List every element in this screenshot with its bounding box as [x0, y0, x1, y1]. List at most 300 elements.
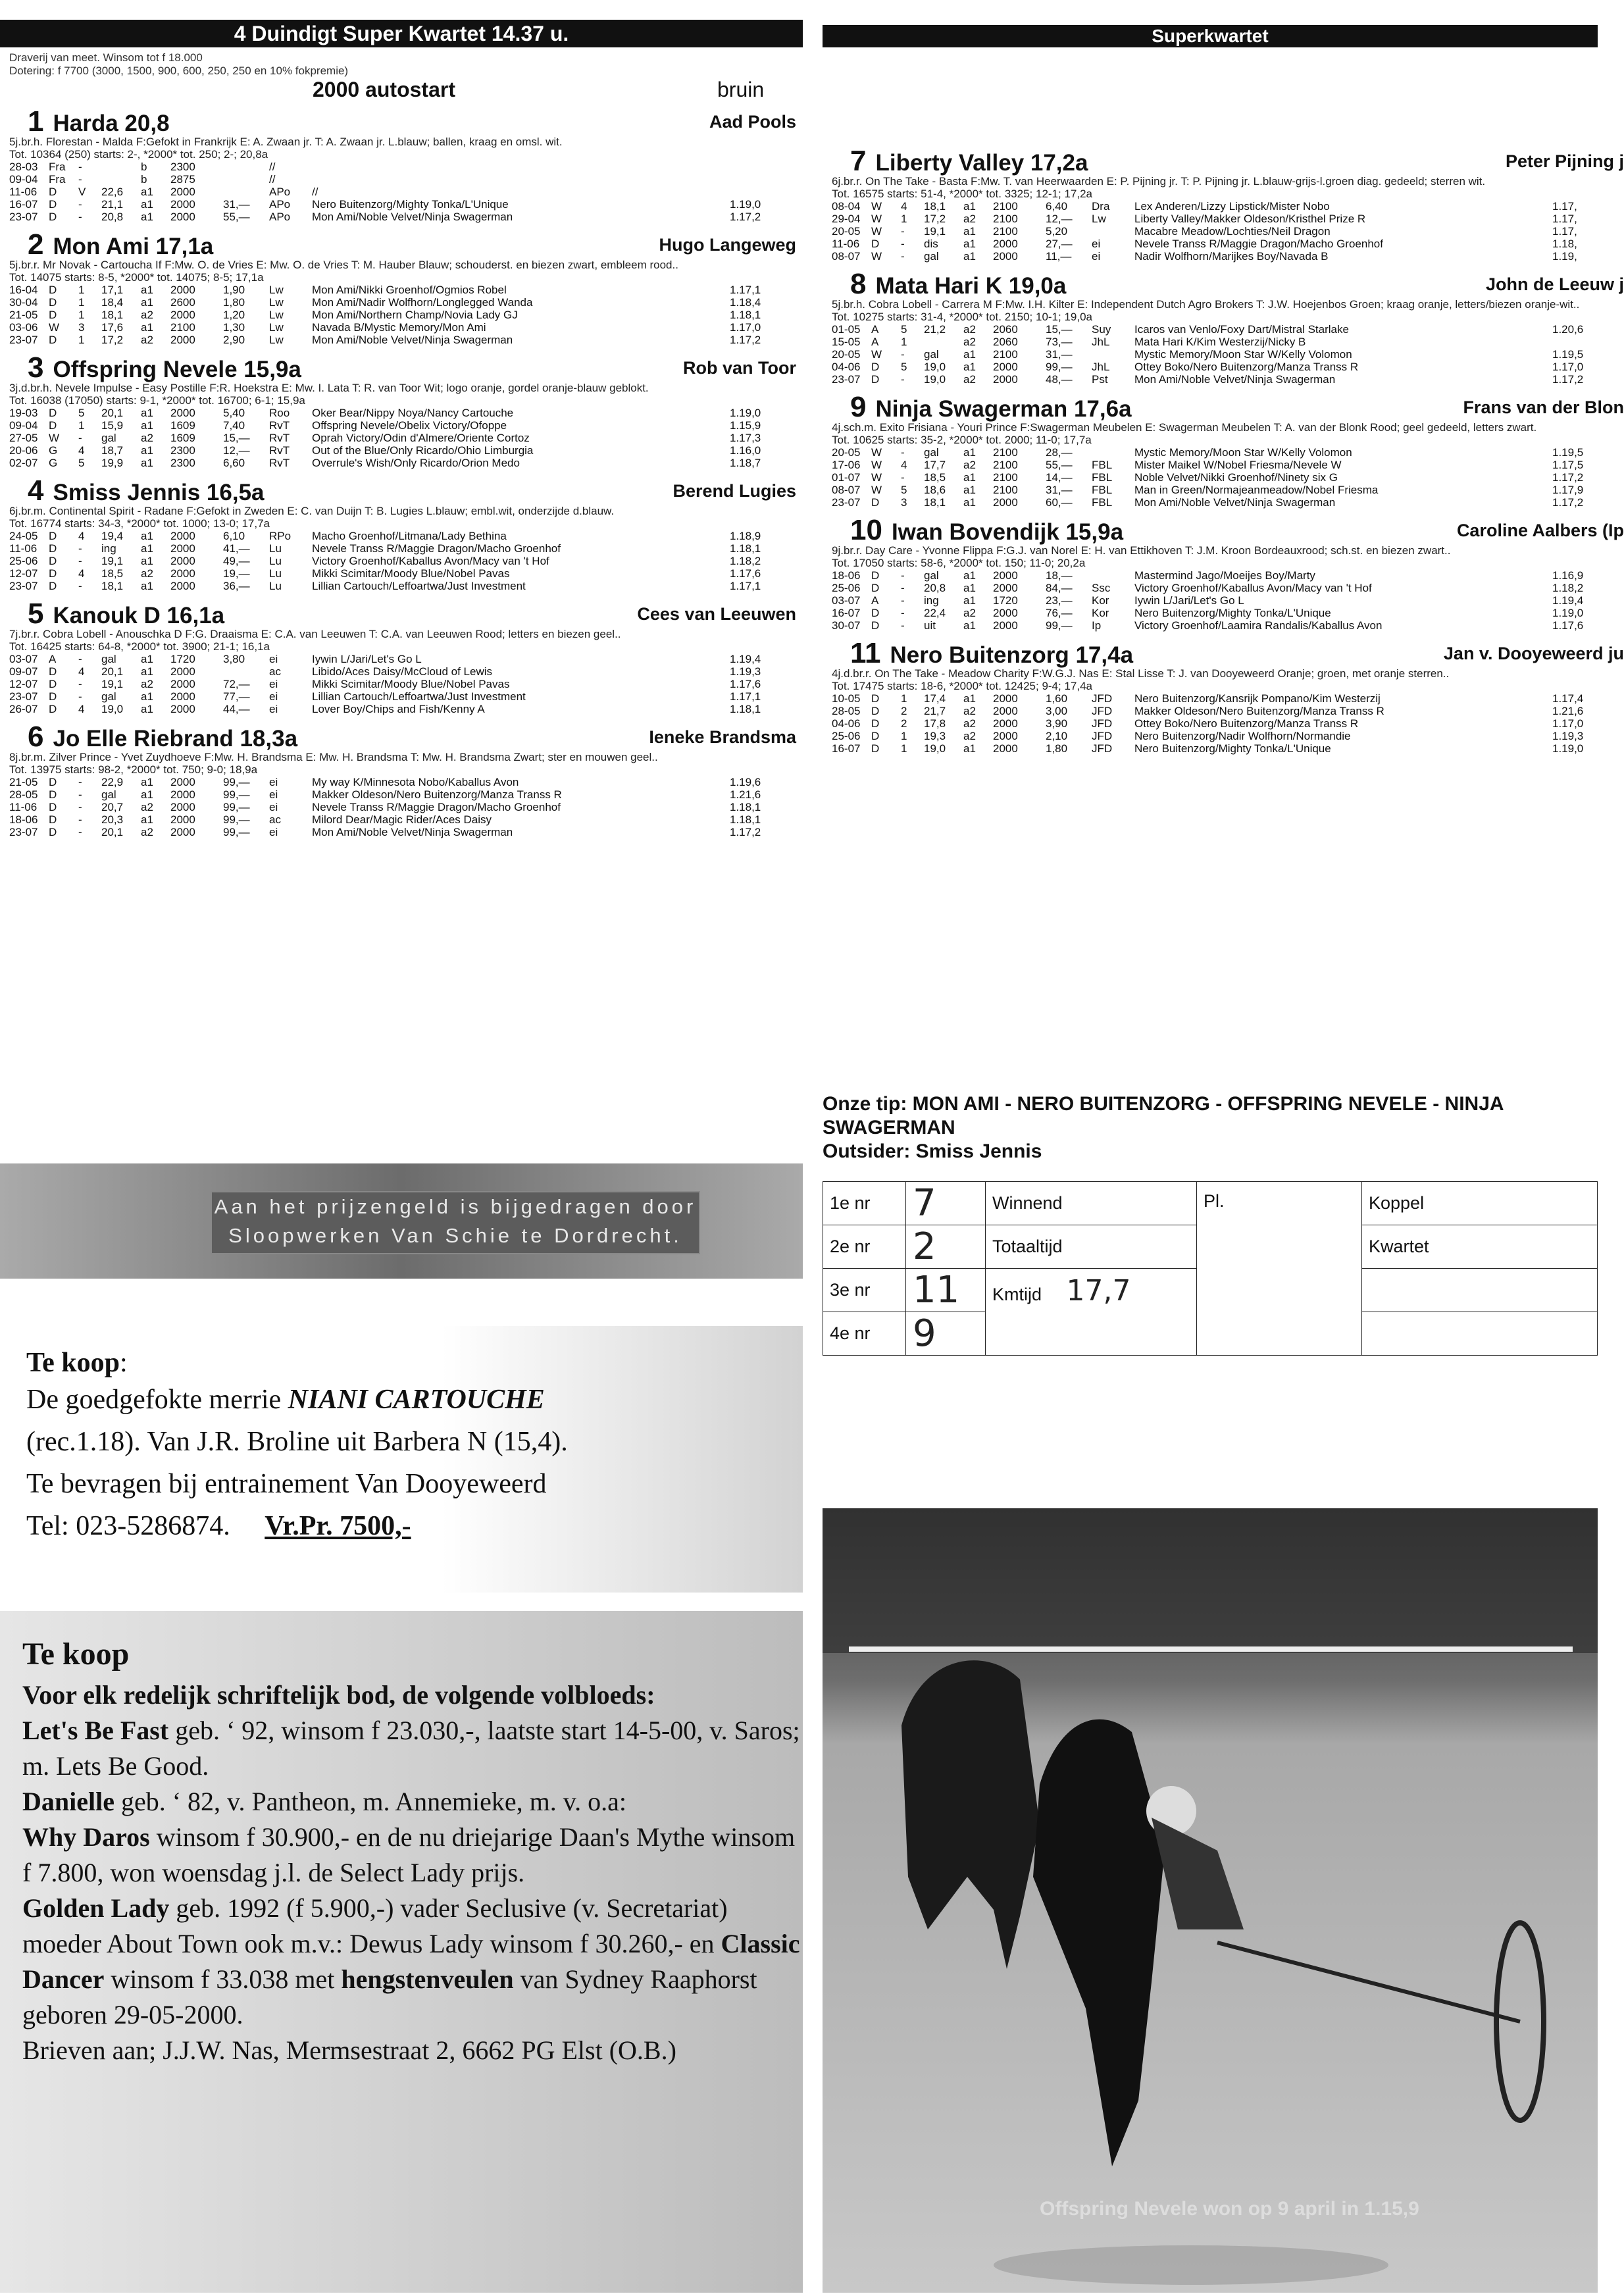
run-row: [9, 530, 803, 542]
run-w: 99,—: [1046, 361, 1073, 373]
run-tm: 1.17,2: [730, 334, 761, 346]
run-date: 17-06: [832, 459, 861, 471]
run-date: 21-05: [9, 776, 38, 788]
run-row: [9, 334, 803, 346]
program-color: bruin: [717, 78, 765, 101]
run-row: [9, 198, 803, 211]
run-race: Overrule's Wish/Only Ricardo/Orion Medo: [312, 457, 520, 469]
horse-stats: Tot. 13975 starts: 98-2, *2000* tot. 750; 9-0; 18,9a: [9, 763, 258, 776]
run-dr: ac: [269, 665, 281, 678]
run-race: Noble Velvet/Nikki Groenhof/Ninety six G: [1134, 471, 1338, 484]
ad2-item-2: [22, 1784, 803, 1820]
run-d: 2600: [170, 296, 195, 309]
ad1-price: Vr.Pr. 7500,-: [265, 1511, 411, 1541]
run-w: 49,—: [223, 555, 250, 567]
run-dr: JFD: [1092, 705, 1113, 717]
run-d: 2000: [993, 361, 1018, 373]
run-c: D: [49, 407, 57, 419]
run-tm: 1.17,0: [730, 321, 761, 334]
run-s: a2: [141, 826, 153, 838]
run-tm: 1.21,6: [1552, 705, 1584, 717]
run-dr: APo: [269, 186, 291, 198]
horse-header: [823, 636, 1624, 669]
ad1-line-3: Te bevragen bij entrainement Van Dooyeweerd: [26, 1469, 547, 1499]
run-d: 2060: [993, 323, 1018, 336]
right-spacer: [823, 47, 1598, 143]
run-row: [832, 250, 1598, 263]
run-c: D: [49, 690, 57, 703]
horse-number: 2: [28, 228, 44, 261]
run-s: a1: [141, 813, 153, 826]
run-date: 11-06: [9, 186, 38, 198]
horse-driver: Aad Pools: [709, 112, 796, 132]
run-race: Mon Ami/Noble Velvet/Ninja Swagerman: [1134, 373, 1336, 386]
run-race: Nevele Transs R/Maggie Dragon/Macho Groenhof: [1134, 238, 1383, 250]
run-s: a1: [963, 742, 976, 755]
run-row: [832, 730, 1598, 742]
run-row: [832, 213, 1598, 225]
run-race: Lillian Cartouch/Leffoartwa/Just Investment: [312, 580, 526, 592]
run-w: 12,—: [1046, 213, 1073, 225]
run-row: [832, 238, 1598, 250]
ad2-address: Brieven aan; J.J.W. Nas, Mermsestraat 2, 6662 PG Elst (O.B.): [22, 2035, 676, 2065]
horse-header: [823, 390, 1624, 423]
run-row: [832, 446, 1598, 459]
run-c: W: [871, 459, 882, 471]
run-w: 99,—: [223, 788, 250, 801]
run-row: [9, 665, 803, 678]
run-w: 31,—: [1046, 348, 1073, 361]
run-s: a1: [141, 703, 153, 715]
horse-entry: [823, 267, 1624, 386]
run-tm: 1.17,6: [730, 567, 761, 580]
run-t: uit: [924, 619, 936, 632]
run-t: 22,4: [924, 607, 946, 619]
horse-entry: [0, 596, 803, 715]
run-race: My way K/Minnesota Nobo/Kaballus Avon: [312, 776, 519, 788]
run-date: 08-07: [832, 250, 861, 263]
run-w: 1,90: [223, 284, 245, 296]
run-dr: RvT: [269, 419, 290, 432]
run-race: //: [312, 186, 318, 198]
run-s: a2: [963, 459, 976, 471]
run-s: a1: [963, 225, 976, 238]
run-s: a2: [141, 334, 153, 346]
run-dr: FBL: [1092, 496, 1113, 509]
run-dr: ei: [269, 690, 278, 703]
run-w: 1,60: [1046, 692, 1068, 705]
run-w: 1,20: [223, 309, 245, 321]
run-tm: 1.20,6: [1552, 323, 1584, 336]
run-race: Makker Oldeson/Nero Buitenzorg/Manza Transs R: [312, 788, 562, 801]
horse-entry: [0, 104, 803, 223]
run-tm: 1.17,2: [1552, 373, 1584, 386]
run-s: a1: [141, 296, 153, 309]
photo-caption: Offspring Nevele won op 9 april in 1.15,9: [1040, 2198, 1419, 2220]
horse-name: [850, 514, 1123, 547]
run-tm: 1.18,2: [1552, 582, 1584, 594]
run-c: D: [49, 801, 57, 813]
tip-line: Onze tip: MON AMI - NERO BUITENZORG - OFFSPRING NEVELE - NINJA SWAGERMAN: [823, 1093, 1504, 1138]
run-w: 2,10: [1046, 730, 1068, 742]
horse-name: [28, 228, 213, 261]
run-date: 23-07: [9, 334, 38, 346]
run-row: [9, 542, 803, 555]
run-w: 18,—: [1046, 569, 1073, 582]
run-s: a1: [141, 580, 153, 592]
run-race: Mastermind Jago/Moeijes Boy/Marty: [1134, 569, 1315, 582]
run-tm: 1.19,0: [1552, 607, 1584, 619]
run-row: [9, 211, 803, 223]
horse-stats: Tot. 17050 starts: 58-6, *2000* tot. 150; 11-0; 20,2a: [832, 557, 1086, 569]
run-s: a2: [141, 567, 153, 580]
run-s: a2: [963, 717, 976, 730]
run-w: 3,00: [1046, 705, 1068, 717]
run-d: 1609: [170, 432, 195, 444]
run-w: 44,—: [223, 703, 250, 715]
run-row: [9, 653, 803, 665]
run-row: [832, 484, 1598, 496]
horse-number: 4: [28, 474, 44, 507]
horse-pedigree: 4j.d.br.r. On The Take - Meadow Charity F:W.G.J. Nas E: Stal Lisse T: J. van Dooyeweerd Oranje; groen, met oranje sterren..: [832, 667, 1450, 680]
run-dr: JFD: [1092, 742, 1113, 755]
run-c: D: [49, 555, 57, 567]
horse-header: [0, 104, 803, 136]
run-c: W: [871, 250, 882, 263]
run-t: 20,7: [101, 801, 124, 813]
horse-entry: [823, 390, 1624, 509]
run-tm: 1.19,0: [730, 407, 761, 419]
run-s: b: [141, 173, 147, 186]
run-p: 1: [78, 334, 85, 346]
run-p: 5: [78, 407, 85, 419]
run-date: 18-06: [9, 813, 38, 826]
run-p: -: [901, 471, 905, 484]
run-c: W: [871, 446, 882, 459]
run-s: a1: [963, 238, 976, 250]
run-dr: ei: [269, 703, 278, 715]
run-tm: 1.17,0: [1552, 717, 1584, 730]
run-p: 4: [901, 200, 907, 213]
run-tm: 1.18,9: [730, 530, 761, 542]
ad2-item-3: [22, 1820, 803, 1891]
ad2-item-1-text: geb. ‘ 92, winsom f 23.030,-, laatste start 14-5-00, v. Saros; m. Lets Be Good.: [22, 1716, 800, 1781]
run-tm: 1.19,5: [1552, 348, 1584, 361]
horse-number: 1: [28, 105, 44, 138]
run-race: Ottey Boko/Nero Buitenzorg/Manza Transs R: [1134, 361, 1359, 373]
run-w: 14,—: [1046, 471, 1073, 484]
run-c: A: [871, 594, 879, 607]
run-w: 72,—: [223, 678, 250, 690]
run-dr: Lw: [269, 334, 284, 346]
run-w: 48,—: [1046, 373, 1073, 386]
run-s: a2: [963, 336, 976, 348]
horse-list-right: [823, 143, 1624, 755]
run-date: 23-07: [9, 580, 38, 592]
run-date: 16-07: [832, 607, 861, 619]
run-dr: Ip: [1092, 619, 1102, 632]
run-row: [832, 496, 1598, 509]
grid-kmtijd: Kmtijd: [992, 1285, 1042, 1304]
ad2-item-2-name: Danielle: [22, 1787, 114, 1816]
run-d: 2000: [993, 717, 1018, 730]
run-dr: ei: [269, 826, 278, 838]
ad2-subheading: Voor elk redelijk schriftelijk bod, de volgende volbloeds:: [22, 1680, 655, 1710]
run-date: 11-06: [9, 801, 38, 813]
run-date: 10-05: [832, 692, 861, 705]
run-dr: RvT: [269, 432, 290, 444]
run-c: D: [49, 211, 57, 223]
run-date: 04-06: [832, 361, 861, 373]
run-t: 15,9: [101, 419, 124, 432]
run-p: -: [78, 173, 82, 186]
run-t: 19,0: [924, 373, 946, 386]
run-tm: 1.18,1: [730, 703, 761, 715]
run-race: Man in Green/Normajeanmeadow/Nobel Friesma: [1134, 484, 1379, 496]
run-race: Mystic Memory/Moon Star W/Kelly Volomon: [1134, 446, 1352, 459]
run-s: a1: [141, 530, 153, 542]
run-t: 17,2: [101, 334, 124, 346]
run-race: Mikki Scimitar/Moody Blue/Nobel Pavas: [312, 678, 510, 690]
run-d: 2000: [170, 542, 195, 555]
run-date: 11-06: [832, 238, 860, 250]
run-dr: Suy: [1092, 323, 1111, 336]
horse-runs: [832, 446, 1598, 509]
run-p: -: [901, 446, 905, 459]
run-tm: 1.17,2: [1552, 496, 1584, 509]
run-row: [9, 567, 803, 580]
run-race: Oprah Victory/Odin d'Almere/Oriente Cortoz: [312, 432, 530, 444]
horse-entry: [823, 636, 1624, 755]
horse-header: [823, 267, 1624, 300]
run-dr: ac: [269, 813, 281, 826]
run-dr: Lw: [269, 296, 284, 309]
grid-hand-2: 2: [906, 1225, 986, 1269]
horse-pedigree: 6j.br.r. On The Take - Basta F:Mw. T. van Heerwaarden E: P. Pijning jr. T: P. Pijning jr. L.blauw-grijs-l.groen diag. gedeeld; sterren wit.: [832, 175, 1486, 188]
horse-number: 5: [28, 598, 44, 630]
run-c: D: [49, 296, 57, 309]
run-date: 23-07: [9, 690, 38, 703]
grid-hand-3: 11: [906, 1269, 986, 1312]
ad2-item-1-name: Let's Be Fast: [22, 1716, 169, 1745]
run-t: ing: [924, 594, 939, 607]
run-t: 19,1: [101, 555, 124, 567]
run-s: a2: [141, 309, 153, 321]
run-p: -: [78, 211, 82, 223]
for-sale-ad-2: [0, 1611, 803, 2293]
horse-driver: Caroline Aalbers (Ip: [1456, 521, 1624, 540]
run-tm: 1.18,2: [730, 555, 761, 567]
run-row: [832, 582, 1598, 594]
run-p: -: [901, 582, 905, 594]
run-race: Mon Ami/Noble Velvet/Ninja Swagerman: [312, 826, 513, 838]
run-p: -: [78, 776, 82, 788]
horse-number: 3: [28, 351, 44, 384]
run-s: a1: [963, 619, 976, 632]
horse-runs: [832, 692, 1598, 755]
run-p: -: [78, 690, 82, 703]
run-d: 2000: [993, 569, 1018, 582]
run-c: W: [49, 432, 60, 444]
run-d: 1609: [170, 419, 195, 432]
run-w: 5,40: [223, 407, 245, 419]
grid-row-label-4: 4e nr: [823, 1312, 906, 1356]
run-c: D: [49, 542, 57, 555]
run-s: a2: [963, 705, 976, 717]
horse-number: 10: [850, 514, 882, 546]
run-d: 2000: [993, 692, 1018, 705]
run-p: 1: [78, 284, 85, 296]
run-d: 2000: [170, 309, 195, 321]
run-tm: 1.17,2: [1552, 471, 1584, 484]
run-c: W: [871, 471, 882, 484]
run-race: Lover Boy/Chips and Fish/Kenny A: [312, 703, 485, 715]
horse-pedigree: 6j.br.m. Continental Spirit - Radane F:Gefokt in Zweden E: C. van Duijn T: B. Lugies L.blauw; embl.wit, onderzijde d.blauw.: [9, 505, 615, 517]
run-s: a1: [141, 321, 153, 334]
run-date: 02-07: [9, 457, 38, 469]
run-p: 2: [901, 705, 907, 717]
run-race: Nero Buitenzorg/Nadir Wolfhorn/Normandie: [1134, 730, 1351, 742]
run-d: 2000: [993, 730, 1018, 742]
run-s: a1: [141, 653, 153, 665]
run-s: a1: [963, 348, 976, 361]
ad1-heading: [26, 1347, 803, 1379]
grid-kmtijd-cell: [986, 1269, 1197, 1356]
run-p: -: [78, 198, 82, 211]
run-row: [832, 373, 1598, 386]
run-t: 17,7: [924, 459, 946, 471]
horse-stats: Tot. 14075 starts: 8-5, *2000* tot. 14075; 8-5; 17,1a: [9, 271, 264, 284]
start-type: 2000 autostart: [313, 78, 455, 101]
run-race: Mon Ami/Noble Velvet/Ninja Swagerman: [312, 211, 513, 223]
ad2-item-4-name: Golden Lady: [22, 1893, 170, 1923]
horse-stats: Tot. 17475 starts: 18-6, *2000* tot. 12425; 9-4; 17,4a: [832, 680, 1092, 692]
run-race: Mikki Scimitar/Moody Blue/Nobel Pavas: [312, 567, 510, 580]
run-tm: 1.17,1: [730, 284, 761, 296]
run-tm: 1.18,1: [730, 801, 761, 813]
horse-pedigree: 9j.br.r. Day Care - Yvonne Flippa F:G.J. van Norel E: H. van Ettikhoven T: J.M. Kroon Bordeauxrood; sch.st. en biezen zwart..: [832, 544, 1451, 557]
run-row: [9, 407, 803, 419]
ad2-item-3-text: winsom f 30.900,- en de nu driejarige Daan's Mythe winsom f 7.800, won woensdag j.l. de Select Lady prijs.: [22, 1822, 796, 1887]
run-p: -: [901, 569, 905, 582]
run-row: [832, 692, 1598, 705]
run-date: 09-04: [9, 419, 38, 432]
run-d: 2000: [170, 555, 195, 567]
kwartet-grid: [823, 1181, 1598, 1356]
run-p: -: [78, 653, 82, 665]
run-dr: Lw: [269, 309, 284, 321]
run-d: 2000: [993, 238, 1018, 250]
horse-entry: [823, 143, 1624, 263]
run-tm: 1.17,6: [1552, 619, 1584, 632]
run-p: -: [901, 607, 905, 619]
run-d: 2100: [993, 471, 1018, 484]
run-row: [9, 457, 803, 469]
run-t: 20,1: [101, 407, 124, 419]
horse-runs: [9, 530, 803, 592]
run-dr: ei: [269, 801, 278, 813]
run-row: [832, 225, 1598, 238]
horse-driver: John de Leeuw j: [1485, 274, 1624, 294]
run-w: 7,40: [223, 419, 245, 432]
horse-stats: Tot. 10625 starts: 35-2, *2000* tot. 2000; 11-0; 17,7a: [832, 434, 1092, 446]
run-p: -: [78, 555, 82, 567]
grid-empty-1: [1362, 1269, 1598, 1312]
grid-row-label-2: 2e nr: [823, 1225, 906, 1269]
run-p: 1: [78, 309, 85, 321]
run-dr: APo: [269, 198, 291, 211]
horse-name-text: Smiss Jennis 16,5a: [53, 480, 265, 505]
run-p: -: [901, 250, 905, 263]
run-p: -: [78, 161, 82, 173]
run-c: D: [49, 530, 57, 542]
run-tm: 1.18,7: [730, 457, 761, 469]
race-meta: [0, 47, 803, 78]
run-t: gal: [101, 690, 116, 703]
run-c: D: [49, 186, 57, 198]
run-w: 6,10: [223, 530, 245, 542]
run-w: 31,—: [1046, 484, 1073, 496]
run-race: Offspring Nevele/Obelix Victory/Ofoppe: [312, 419, 507, 432]
run-w: 15,—: [1046, 323, 1073, 336]
run-row: [832, 742, 1598, 755]
ad2-item-2-text: geb. ‘ 82, v. Pantheon, m. Annemieke, m. v. o.a:: [114, 1787, 626, 1816]
horse-entry: [0, 227, 803, 346]
run-w: 99,—: [223, 776, 250, 788]
horse-pedigree: 3j.d.br.h. Nevele Impulse - Easy Postille F:R. Hoekstra E: Mw. I. Lata T: R. van Toor Wit; logo oranje, gordel oranje-blauw geblokt.: [9, 382, 649, 394]
run-tm: 1.19,6: [730, 776, 761, 788]
run-date: 16-04: [9, 284, 38, 296]
run-row: [9, 776, 803, 788]
run-d: 2000: [170, 776, 195, 788]
run-s: a1: [963, 471, 976, 484]
run-tm: 1.17,5: [1552, 459, 1584, 471]
run-w: 55,—: [1046, 459, 1073, 471]
run-w: 31,—: [223, 198, 250, 211]
horse-header: [823, 513, 1624, 546]
run-c: D: [49, 567, 57, 580]
run-d: 2000: [993, 496, 1018, 509]
run-p: 3: [901, 496, 907, 509]
ad2-item-4-text-c: van Sydney Raaphorst geboren 29-05-2000.: [22, 1964, 757, 2029]
run-t: 19,1: [924, 225, 946, 238]
run-tm: 1.17,1: [730, 690, 761, 703]
run-d: 2000: [993, 619, 1018, 632]
run-s: a2: [963, 323, 976, 336]
run-p: 4: [78, 567, 85, 580]
run-d: 2000: [170, 334, 195, 346]
run-t: gal: [101, 653, 116, 665]
run-p: -: [901, 619, 905, 632]
run-tm: 1.16,0: [730, 444, 761, 457]
horse-pedigree: 5j.br.r. Mr Novak - Cartoucha If F:Mw. O. de Vries E: Mw. O. de Vries T: M. Hauber Blauw; schouderst. en biezen zwart, embleem rood..: [9, 259, 678, 271]
run-date: 18-06: [832, 569, 861, 582]
run-row: [832, 705, 1598, 717]
run-race: Mon Ami/Noble Velvet/Ninja Swagerman: [312, 334, 513, 346]
run-s: a1: [963, 569, 976, 582]
run-date: 08-07: [832, 484, 861, 496]
run-date: 01-05: [832, 323, 861, 336]
run-date: 20-05: [832, 348, 861, 361]
run-w: 99,—: [223, 801, 250, 813]
run-date: 23-07: [9, 826, 38, 838]
run-t: gal: [924, 569, 939, 582]
run-p: 5: [901, 361, 907, 373]
run-date: 09-07: [9, 665, 38, 678]
run-p: -: [901, 594, 905, 607]
run-race: Navada B/Mystic Memory/Mon Ami: [312, 321, 486, 334]
run-race: Macabre Meadow/Lochties/Neil Dragon: [1134, 225, 1331, 238]
